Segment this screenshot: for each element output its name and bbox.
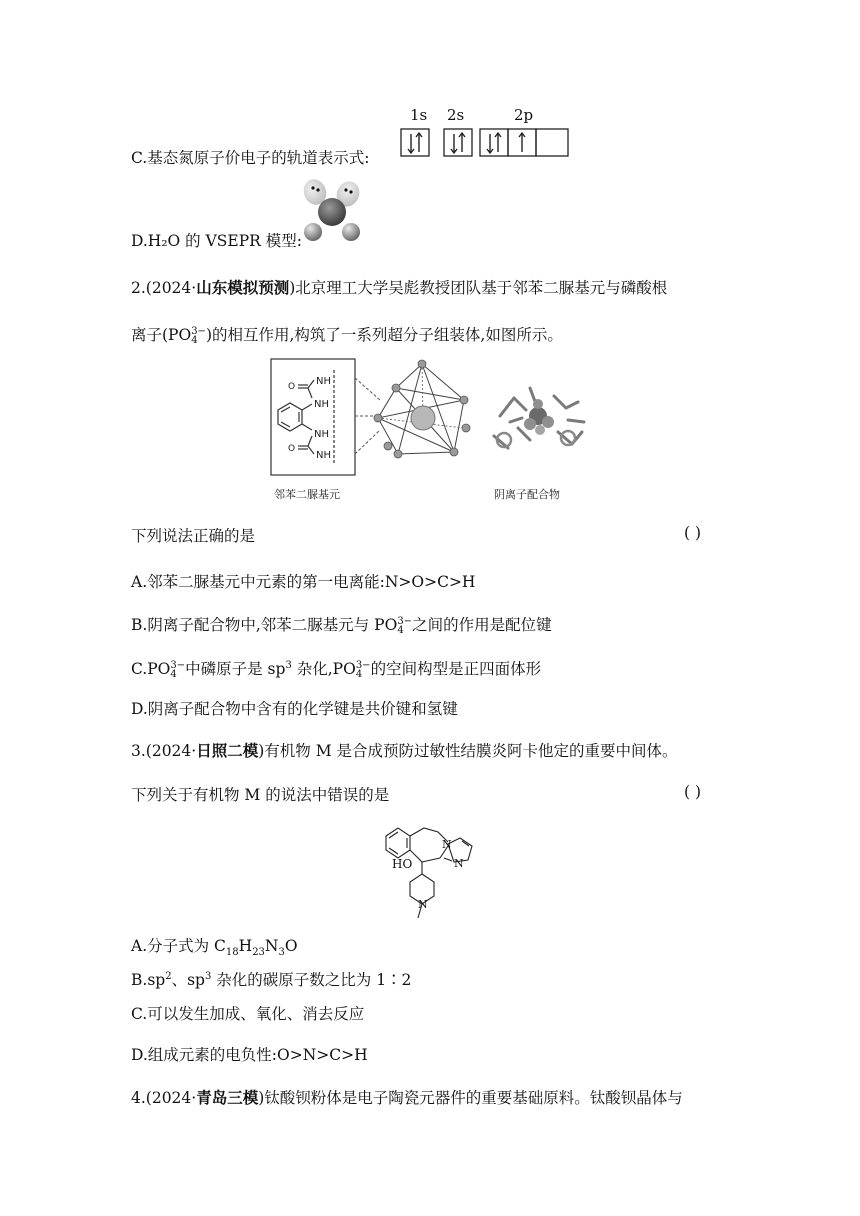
q3-stem: 3.(2024·日照二模)有机物 M 是合成预防过敏性结膜炎阿卡他定的重要中间体。 (131, 741, 678, 760)
svg-text:O: O (288, 382, 296, 392)
orbital-label-1s: 1s (410, 106, 428, 124)
q2-option-b: B.阴离子配合物中,邻苯二脲基元与 PO 3− 4 之间的作用是配位键 (131, 616, 552, 636)
q3-option-b: $B.sp^2$、$sp^3$ 杂化的碳原子数之比为 1∶2 (131, 970, 412, 989)
q2-question: 下列说法正确的是 (131, 527, 256, 545)
nh-label-3: NH (314, 429, 329, 440)
q3-source: 日照二模 (196, 741, 259, 760)
q2-source: 山东模拟预测 (196, 278, 290, 297)
q3-option-a: A.分子式为 $C_{18}H_{23}N_3O$ (131, 937, 298, 959)
q4-stem: 4.(2024·青岛三模)钛酸钡粉体是电子陶瓷元器件的重要基础原料。钛酸钡晶体与 (131, 1088, 683, 1107)
q2-option-c: C.PO 3− 4 中磷原子是 $sp^3$ 杂化,PO 3− 4 的空间构型是正四面体形 (131, 659, 542, 680)
orbital-diagram (400, 128, 572, 160)
nh-label-2: NH (314, 399, 329, 410)
q2-option-d: D.阴离子配合物中含有的化学键是共价键和氢键 (131, 700, 458, 718)
q2-supramolecular-figure (268, 358, 596, 506)
q3-option-c: C.可以发生加成、氧化、消去反应 (131, 1005, 365, 1023)
svg-text:O: O (288, 444, 296, 454)
orbital-label-2s: 2s (447, 106, 465, 124)
nh-label-1: NH (316, 376, 331, 387)
q1-option-d: D.H₂O 的 VSEPR 模型: (131, 232, 302, 250)
q2-stem-line1: 2.(2024·山东模拟预测)北京理工大学吴彪教授团队基于邻苯二脲基元与磷酸根 (131, 278, 668, 297)
nh-label-4: NH (316, 450, 331, 461)
h2o-vsepr-model-image (298, 176, 364, 246)
fig-label-right: 阴离子配合物 (494, 488, 560, 501)
n-label-piperidine: N (418, 898, 428, 911)
q3-option-d: D.组成元素的电负性:O>N>C>H (131, 1046, 368, 1064)
n-label-imidazole-2: N (454, 857, 464, 870)
q2-option-a: A.邻苯二脲基元中元素的第一电离能:N>O>C>H (131, 573, 476, 591)
q1-option-c: C.基态氮原子价电子的轨道表示式: (131, 149, 370, 167)
q3-molecule-structure (378, 818, 490, 924)
q3-answer-paren: ( ) (684, 783, 702, 801)
q3-question: 下列关于有机物 M 的说法中错误的是 (131, 786, 390, 804)
fig-label-left: 邻苯二脲基元 (274, 488, 340, 501)
orbital-label-2p: 2p (514, 106, 534, 124)
q2-stem-line2: 离子(PO 3− 4 )的相互作用,构筑了一系列超分子组装体,如图所示。 (131, 326, 563, 346)
hydroxyl-label: HO (392, 857, 413, 871)
q2-answer-paren: ( ) (684, 524, 702, 542)
n-label-imidazole-1: N (442, 838, 452, 851)
q4-source: 青岛三模 (196, 1088, 259, 1107)
